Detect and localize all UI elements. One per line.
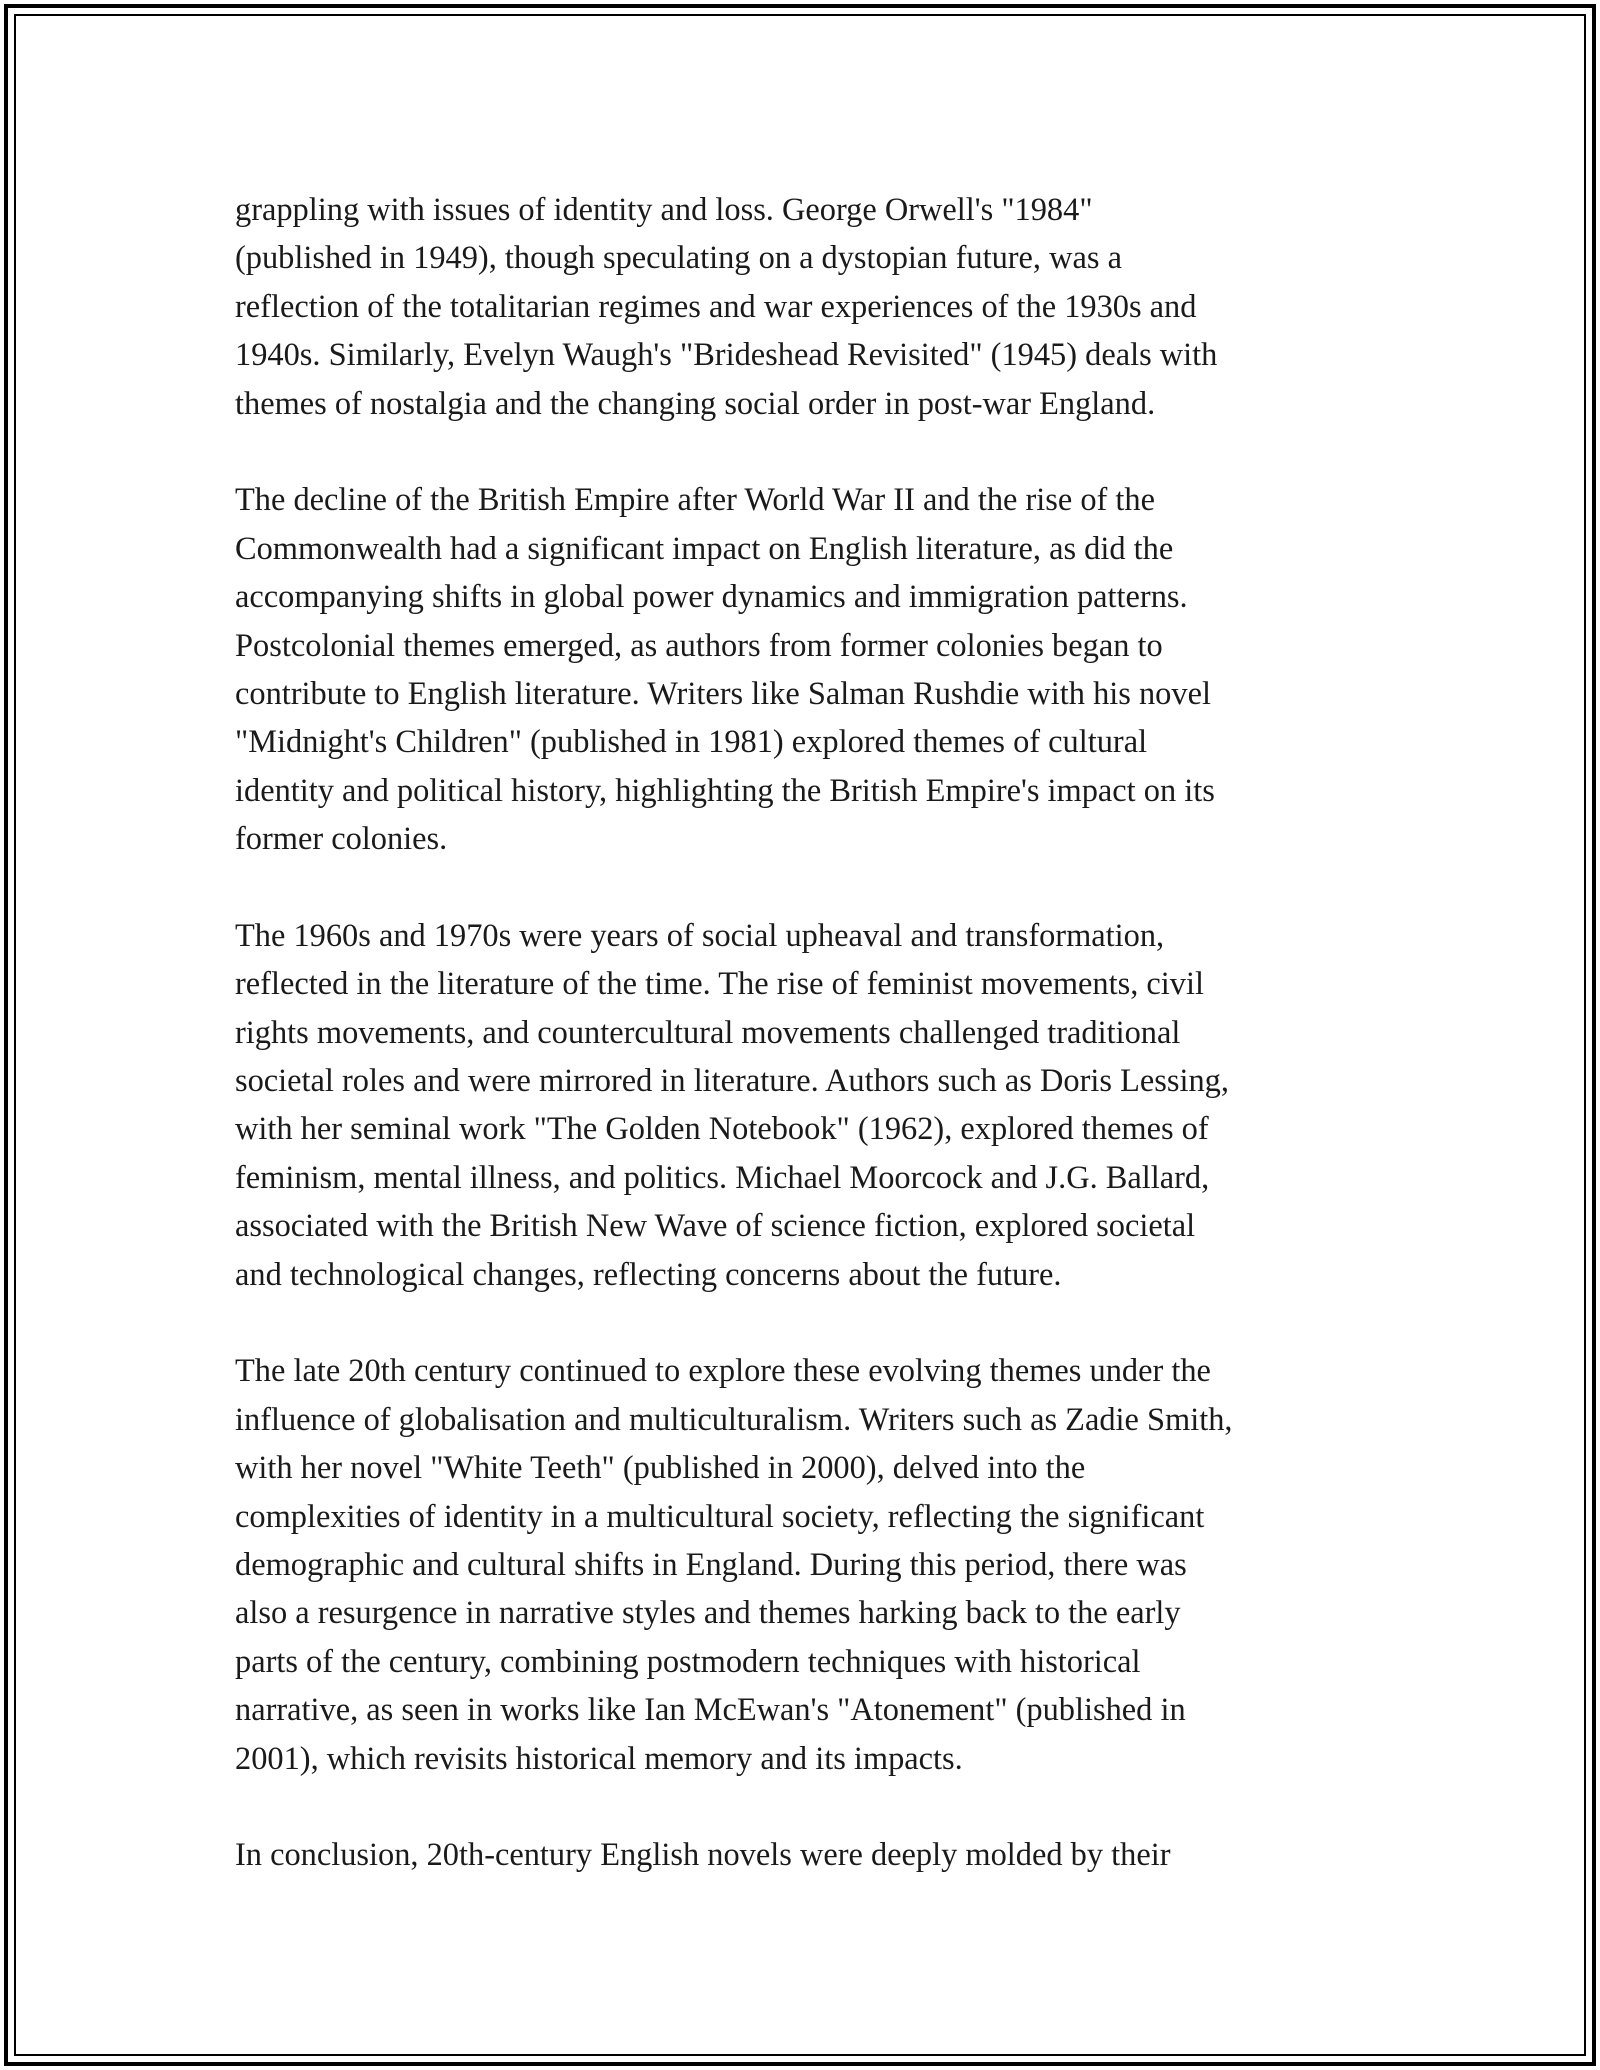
text-line: reflected in the literature of the time. The rise of feminist movements, civil [235,966,1204,1003]
document-body [235,186,1365,1928]
text-line: 1940s. Similarly, Evelyn Waugh's "Brideshead Revisited" (1945) deals with [235,337,1218,374]
text-line: In conclusion, 20th-century English novels were deeply molded by their [235,1837,1171,1874]
paragraph [235,186,1365,428]
text-line: identity and political history, highlighting the British Empire's impact on its [235,772,1215,809]
text-line: (published in 1949), though speculating on a dystopian future, was a [235,240,1122,277]
text-line: contribute to English literature. Writers like Salman Rushdie with his novel [235,675,1211,712]
text-line: Postcolonial themes emerged, as authors from former colonies began to [235,627,1163,664]
text-line: and technological changes, reflecting concerns about the future. [235,1256,1062,1293]
paragraph [235,476,1365,863]
text-line: former colonies. [235,821,448,858]
text-line: narrative, as seen in works like Ian McEwan's "Atonement" (published in [235,1692,1186,1729]
text-line: themes of nostalgia and the changing social order in post-war England. [235,385,1156,422]
text-line: accompanying shifts in global power dynamics and immigration patterns. [235,579,1188,616]
text-line: 2001), which revisits historical memory and its impacts. [235,1740,963,1777]
text-line: reflection of the totalitarian regimes and war experiences of the 1930s and [235,288,1197,325]
text-line: also a resurgence in narrative styles and themes harking back to the early [235,1595,1181,1632]
text-line: "Midnight's Children" (published in 1981) explored themes of cultural [235,724,1148,761]
text-line: complexities of identity in a multicultural society, reflecting the significant [235,1498,1205,1535]
text-line: rights movements, and countercultural movements challenged traditional [235,1014,1181,1051]
text-line: demographic and cultural shifts in England. During this period, there was [235,1546,1187,1583]
paragraph [235,1831,1365,1879]
text-line: The decline of the British Empire after World War II and the rise of the [235,482,1155,519]
text-line: with her novel "White Teeth" (published in 2000), delved into the [235,1450,1086,1487]
text-line: grappling with issues of identity and loss. George Orwell's "1984" [235,192,1093,228]
text-line: feminism, mental illness, and politics. Michael Moorcock and J.G. Ballard, [235,1159,1210,1196]
text-line: associated with the British New Wave of science fiction, explored societal [235,1208,1196,1245]
text-line: societal roles and were mirrored in literature. Authors such as Doris Lessing, [235,1063,1229,1100]
text-line: influence of globalisation and multiculturalism. Writers such as Zadie Smith, [235,1401,1233,1438]
text-line: with her seminal work "The Golden Notebook" (1962), explored themes of [235,1111,1209,1148]
text-line: The 1960s and 1970s were years of social upheaval and transformation, [235,917,1165,954]
text-line: The late 20th century continued to explore these evolving themes under the [235,1353,1211,1390]
paragraph [235,912,1365,1299]
paragraph [235,1347,1365,1783]
text-line: parts of the century, combining postmodern techniques with historical [235,1643,1141,1680]
text-line: Commonwealth had a significant impact on English literature, as did the [235,530,1174,567]
